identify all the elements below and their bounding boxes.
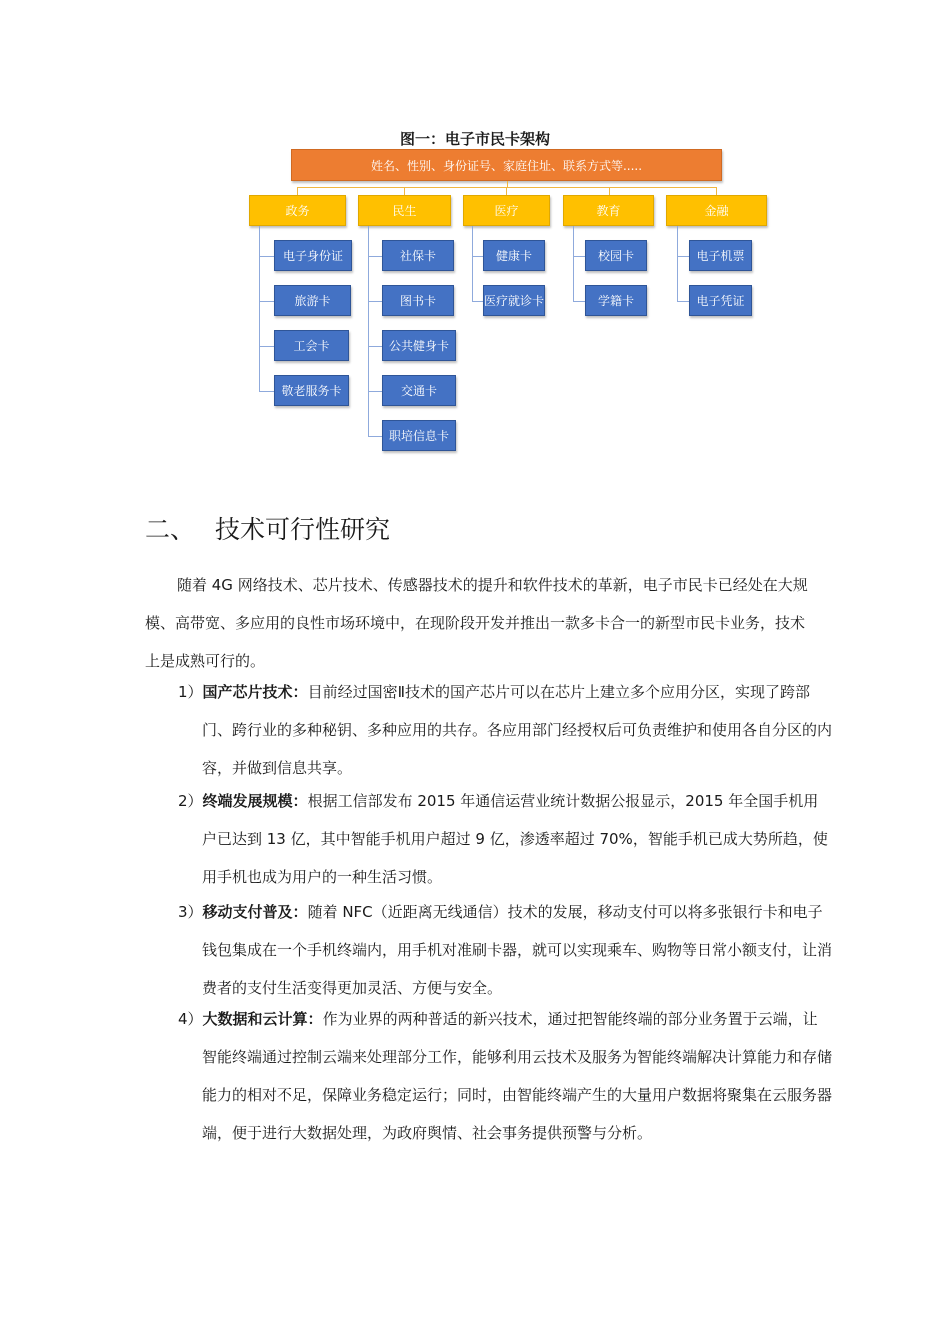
leaf-node: 旅游卡 [274,285,351,316]
intro-paragraph: 随着 4G 网络技术、芯片技术、传感器技术的提升和软件技术的革新，电子市民卡已经处在大规模、高带宽、多应用的良性市场环境中，在现阶段开发并推出一款多卡合一的新型市民卡业务，技术上是成熟可行的。 [145,576,808,670]
connector [368,436,382,437]
list-item [178,673,832,787]
connector [259,301,274,302]
connector [472,301,483,302]
category-zhengwu: 政务 [249,195,346,226]
list-text: 作为业界的两种普适的新兴技术，通过把智能终端的部分业务置于云端，让智能终端通过控制云端来处理部分工作，能够利用云技术及服务为智能终端解决计算能力和存储能力的相对不足，保障业务稳定运行；同时，由智能终端产生的大量用户数据将聚集在云服务器端，便于进行大数据处理，为政府舆情、社会事务提供预警与分析。 [202,1010,833,1142]
connector [368,391,382,392]
leaf-node: 电子凭证 [689,285,752,316]
list-number: 1） [178,683,203,701]
connector [609,187,610,195]
leaf-node: 交通卡 [382,375,456,406]
leaf-node: 职培信息卡 [382,420,456,451]
connector [368,301,382,302]
connector [677,256,689,257]
connector [404,187,405,195]
connector [259,346,274,347]
list-number: 4） [178,1010,203,1028]
connector [368,226,369,436]
section-title: 技术可行性研究 [215,515,391,544]
list-number: 2） [178,792,203,810]
leaf-node: 公共健身卡 [382,330,456,361]
figure-title: 图一：电子市民卡架构 [399,130,550,148]
connector [259,226,260,391]
connector [716,187,717,195]
connector [506,187,507,195]
category-minsheng: 民生 [358,195,451,226]
connector [573,256,585,257]
list-term: 大数据和云计算： [202,1010,323,1028]
category-jinrong: 金融 [666,195,767,226]
list-item [178,1000,832,1152]
section-heading [145,510,390,546]
leaf-node: 社保卡 [382,240,454,271]
leaf-node: 医疗就诊卡 [483,285,545,316]
connector [472,226,473,301]
list-term: 移动支付普及： [202,903,308,921]
connector [677,301,689,302]
leaf-node: 健康卡 [483,240,545,271]
leaf-node: 敬老服务卡 [274,375,349,406]
section-number: 二、 [145,515,196,544]
connector [259,256,274,257]
list-item [178,893,832,1007]
list-text: 目前经过国密Ⅱ技术的国产芯片可以在芯片上建立多个应用分区，实现了跨部门、跨行业的多种秘钥、多种应用的共存。各应用部门经授权后可负责维护和使用各自分区的内容，并做到信息共享。 [202,683,833,777]
list-number: 3） [178,903,203,921]
root-node: 姓名、性别、身份证号、家庭住址、联系方式等..... [291,149,722,181]
leaf-node: 电子身份证 [274,240,352,271]
list-item [178,782,832,896]
list-term: 国产芯片技术： [202,683,308,701]
connector [297,187,717,188]
list-term: 终端发展规模： [202,792,308,810]
connector [573,226,574,301]
connector [573,301,585,302]
leaf-node: 图书卡 [382,285,454,316]
category-yiliao: 医疗 [463,195,550,226]
connector [472,256,483,257]
leaf-node: 工会卡 [274,330,349,361]
list-text: 根据工信部发布 2015 年通信运营业统计数据公报显示，2015 年全国手机用户已达到 13 亿，其中智能手机用户超过 9 亿，渗透率超过 70%，智能手机已成大势所趋，使用手机也成为用户的一种生活习惯。 [202,792,828,886]
leaf-node: 学籍卡 [585,285,647,316]
category-jiaoyu: 教育 [563,195,654,226]
connector [368,256,382,257]
leaf-node: 校园卡 [585,240,647,271]
connector [677,226,678,301]
connector [368,346,382,347]
list-text: 随着 NFC（近距离无线通信）技术的发展，移动支付可以将多张银行卡和电子钱包集成在一个手机终端内，用手机对准刷卡器，就可以实现乘车、购物等日常小额支付，让消费者的支付生活变得更加灵活、方便与安全。 [202,903,833,997]
leaf-node: 电子机票 [689,240,752,271]
connector [297,187,298,195]
connector [259,391,274,392]
